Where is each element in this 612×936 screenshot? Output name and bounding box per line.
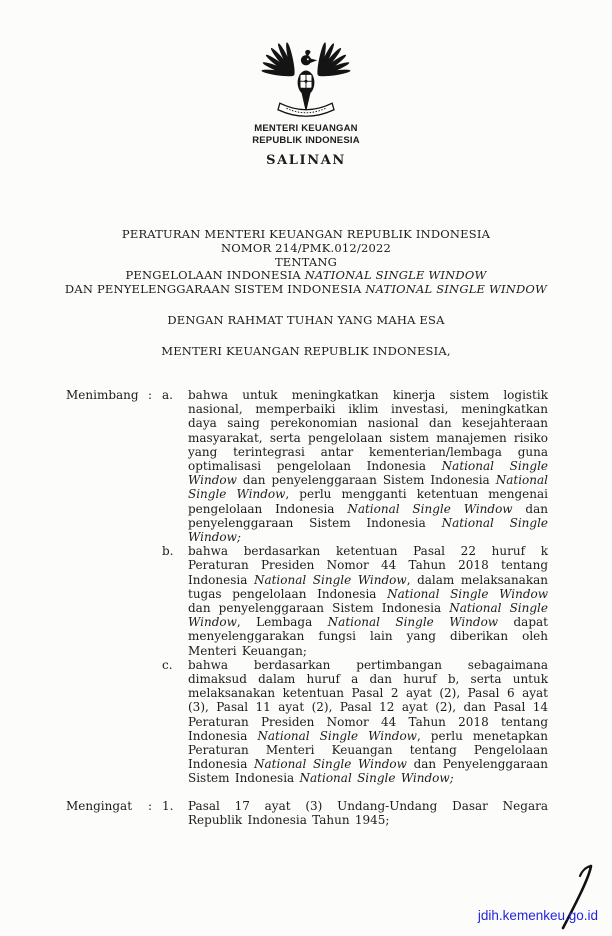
jdih-kemenkeu-link[interactable]: jdih.kemenkeu.go.id <box>477 908 598 923</box>
garuda-pancasila-emblem <box>0 36 612 120</box>
item-marker: b. <box>162 544 174 559</box>
ministry-country-line: REPUBLIK INDONESIA <box>252 134 360 146</box>
item-marker: a. <box>162 387 173 402</box>
considering-label: Menimbang <box>66 387 139 402</box>
title-number-line: NOMOR 214/PMK.012/2022 <box>220 240 392 255</box>
title-subject-line-1: PENGELOLAAN INDONESIA NATIONAL SINGLE WINDOW <box>125 268 487 283</box>
authority-line: MENTERI KEUANGAN REPUBLIK INDONESIA, <box>161 343 451 358</box>
title-subject-line-2: DAN PENYELENGGARAAN SISTEM INDONESIA NATIONAL SINGLE WINDOW <box>64 282 548 297</box>
title-tentang-line: TENTANG <box>274 254 338 269</box>
invocation-line: DENGAN RAHMAT TUHAN YANG MAHA ESA <box>167 312 445 327</box>
item-text: bahwa berdasarkan pertimbangan sebagaimana dimaksud dalam huruf a dan huruf b, serta untuk melaksanakan ketentuan Pasal 2 ayat (2), Pasal 6 ayat (3), Pasal 11 ayat (2), Pasal 12 ayat (2), dan Pasal 14 Peraturan Presiden Nomor 44 Tahun 2018 tentang Indonesia National Single Window, perlu menetapkan Peraturan Menteri Keuangan tentang Pengelolaan Indonesia National Single Window dan Penyelenggaraan Sistem Indonesia National Single Window; <box>188 657 549 786</box>
recalling-label: Mengingat <box>66 798 133 813</box>
ministry-name-line: MENTERI KEUANGAN <box>254 123 358 134</box>
regulation-title <box>0 228 612 297</box>
considering-item-b <box>162 544 548 658</box>
considering-item-a <box>162 388 548 544</box>
recalling-item-1 <box>162 799 548 827</box>
title-regulation-line: PERATURAN MENTERI KEUANGAN REPUBLIK INDONESIA <box>121 227 491 241</box>
recalling-separator: : <box>148 798 153 813</box>
item-marker: 1. <box>162 798 174 813</box>
considering-section <box>0 388 612 786</box>
considering-item-c <box>162 658 548 786</box>
item-text: bahwa berdasarkan ketentuan Pasal 22 huruf k Peraturan Presiden Nomor 44 Tahun 2018 tentang Indonesia National Single Window, dalam melaksanakan tugas pengelolaan Indonesia National Single Window dan penyelenggaraan Sistem Indonesia National Single Window, Lembaga National Single Window dapat menyelenggarakan fungsi lain yang diberikan oleh Menteri Keuangan; <box>188 544 549 658</box>
letterhead <box>0 36 612 168</box>
item-text: Pasal 17 ayat (3) Undang-Undang Dasar Negara Republik Indonesia Tahun 1945; <box>188 798 548 827</box>
considering-separator: : <box>148 387 153 402</box>
recalling-section <box>0 799 612 827</box>
copy-stamp: SALINAN <box>266 153 346 168</box>
item-text: bahwa untuk meningkatkan kinerja sistem logistik nasional, memperbaiki iklim investasi, meningkatkan daya saing perekonomian nasional dan kesejahteraan masyarakat, serta pengelolaan sistem manajemen risiko yang terintegrasi antar kementerian/lembaga guna optimalisasi pengelolaan Indonesia National Single Window dan penyelenggaraan Sistem Indonesia National Single Window, perlu mengganti ketentuan mengenai pengelolaan Indonesia National Single Window dan penyelenggaraan Sistem Indonesia National Single Window; <box>188 387 549 545</box>
item-marker: c. <box>162 657 173 672</box>
